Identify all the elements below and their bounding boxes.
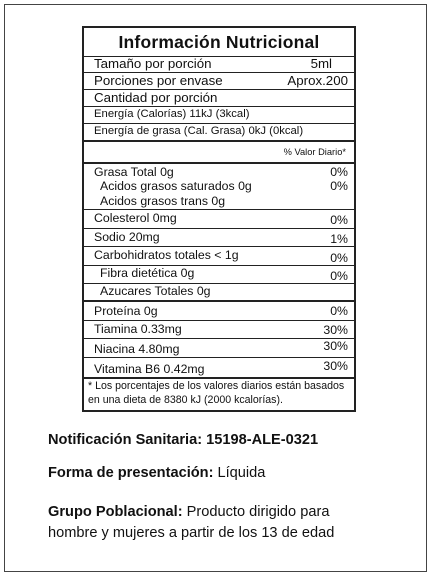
nutrient-label: Azucares Totales 0g	[100, 284, 211, 298]
nutrient-row	[84, 179, 354, 195]
presentation-form-value: Líquida	[213, 465, 266, 481]
energy-label: Energía (Calorías) 11kJ (3kcal)	[94, 108, 250, 120]
nutrient-dv: 0%	[330, 179, 348, 193]
amount-label: Cantidad por porción	[94, 90, 218, 105]
population-group-line2: hombre y mujeres a partir de los 13 de edad	[48, 525, 335, 541]
nutrient-row	[84, 247, 354, 265]
nutrient-dv: 1%	[330, 232, 348, 246]
nutrient-row	[84, 210, 354, 228]
nutrient-row	[84, 321, 354, 338]
presentation-form-label: Forma de presentación:	[48, 465, 214, 481]
nutrient-row	[84, 229, 354, 246]
nutrient-dv: 0%	[330, 269, 348, 283]
nutrient-row	[84, 302, 354, 320]
nutrient-label: Vitamina B6 0.42mg	[94, 362, 205, 376]
nutrient-dv: 30%	[323, 323, 348, 337]
nutrient-label: Acidos grasos trans 0g	[100, 194, 226, 208]
nutrition-facts-panel	[82, 26, 356, 412]
serving-size-value: 5ml	[310, 56, 332, 71]
energy-row	[84, 106, 354, 123]
nutrient-dv: 30%	[323, 339, 348, 353]
amount-row	[84, 89, 354, 106]
presentation-form	[48, 463, 265, 484]
servings-row	[84, 72, 354, 89]
fat-energy-row	[84, 123, 354, 140]
fat-energy-label: Energía de grasa (Cal. Grasa) 0kJ (0kcal)	[94, 125, 304, 137]
nutrient-row	[84, 358, 354, 377]
nutrient-label: Colesterol 0mg	[94, 211, 177, 225]
sanitary-notification: Notificación Sanitaria: 15198-ALE-0321	[48, 432, 319, 448]
nutrient-label: Carbohidratos totales < 1g	[94, 248, 239, 262]
dv-header: % Valor Diario*	[283, 147, 346, 157]
nutrient-label: Proteína 0g	[94, 304, 158, 318]
nutrient-dv: 0%	[330, 251, 348, 265]
nutrient-row	[84, 164, 354, 180]
population-group-value: Producto dirigido para	[182, 504, 330, 520]
nutrient-row	[84, 194, 354, 210]
nutrient-label: Sodio 20mg	[94, 230, 160, 244]
serving-size-label: Tamaño por porción	[94, 56, 212, 71]
nutrient-label: Tiamina 0.33mg	[94, 322, 182, 336]
nutrient-dv: 0%	[330, 165, 348, 179]
panel-title: Información Nutricional	[118, 32, 320, 52]
nutrient-label: Fibra dietética 0g	[100, 266, 195, 280]
serving-size-row	[84, 56, 354, 72]
population-group-label: Grupo Poblacional:	[48, 504, 183, 520]
servings-value: Aprox.200	[287, 73, 348, 88]
population-group	[48, 502, 329, 523]
nutrient-label: Niacina 4.80mg	[94, 342, 180, 356]
nutrient-dv: 0%	[330, 304, 348, 318]
nutrient-label: Grasa Total 0g	[94, 165, 174, 179]
footnote: * Los porcentajes de los valores diarios están basados en una dieta de 8380 kJ (2000 kcalorías).	[88, 380, 345, 406]
nutrient-row	[84, 266, 354, 283]
servings-label: Porciones por envase	[94, 73, 223, 88]
nutrient-label: Acidos grasos saturados 0g	[100, 179, 252, 193]
nutrient-row	[84, 284, 354, 300]
dv-header-row	[84, 142, 354, 162]
nutrient-row	[84, 339, 354, 357]
nutrient-dv: 30%	[323, 359, 348, 373]
nutrient-dv: 0%	[330, 213, 348, 227]
